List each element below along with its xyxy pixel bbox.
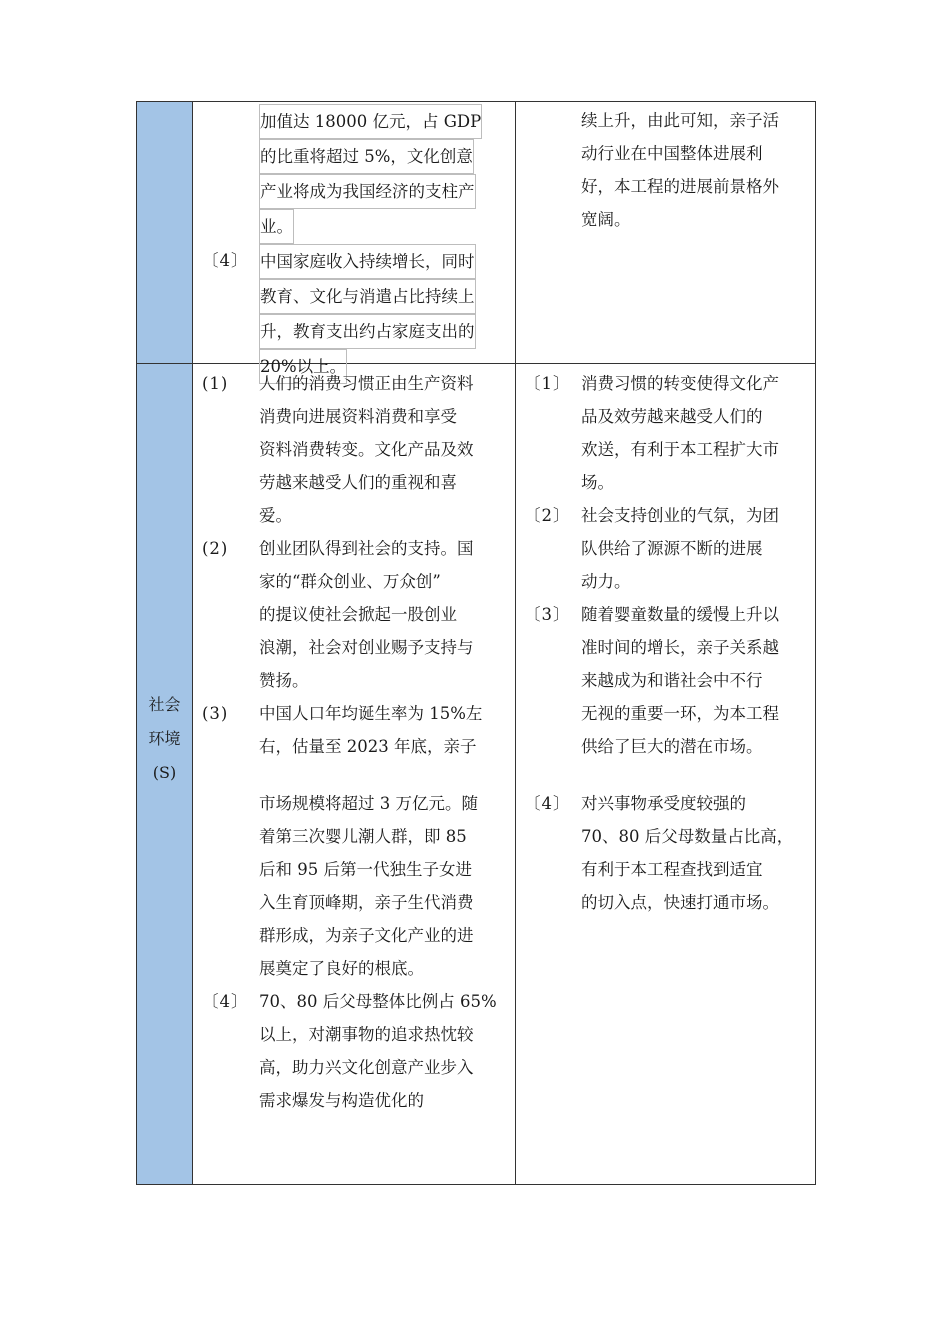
text-line xyxy=(581,631,814,664)
text-line-content: 宽阔。 xyxy=(581,210,631,229)
text-line-content: 对兴事物承受度较强的 xyxy=(581,794,746,813)
text-line-content: 业。 xyxy=(259,209,294,244)
text-line xyxy=(259,104,508,139)
spacer xyxy=(524,763,814,787)
text-line xyxy=(259,1084,508,1117)
item-number: 〔2〕 xyxy=(524,506,571,525)
item-text xyxy=(581,499,814,598)
text-line-content: 消费习惯的转变使得文化产 xyxy=(581,374,779,393)
text-line-content: 中国人口年均诞生率为 15%左 xyxy=(259,704,483,723)
label-line: (S) xyxy=(152,763,177,782)
list-item xyxy=(202,697,508,763)
text-line xyxy=(259,919,508,952)
text-line xyxy=(259,314,508,349)
text-line-content: 欢送，有利于本工程扩大市 xyxy=(581,440,779,459)
row2-label xyxy=(137,688,192,790)
list-item xyxy=(202,367,508,532)
item-text xyxy=(259,985,508,1117)
text-line xyxy=(581,104,814,137)
text-line-content: 社会支持创业的气氛，为团 xyxy=(581,506,779,525)
text-line xyxy=(259,886,508,919)
text-line-content: 动力。 xyxy=(581,572,631,591)
text-line xyxy=(581,565,814,598)
text-line xyxy=(581,170,814,203)
text-line-content: 人们的消费习惯正由生产资料 xyxy=(259,374,474,393)
text-line-content: 以上，对潮事物的追求热忱较 xyxy=(259,1025,474,1044)
text-line-content: 70、80 后父母整体比例占 65% xyxy=(259,992,497,1011)
text-line-content: 来越成为和谐社会中不行 xyxy=(581,671,763,690)
item-number: (3) xyxy=(202,704,229,723)
text-line xyxy=(259,1018,508,1051)
item-text xyxy=(259,532,508,697)
row2-right-cell xyxy=(524,367,814,919)
text-line-content: 有利于本工程查找到适宜 xyxy=(581,860,763,879)
text-line xyxy=(259,400,508,433)
analysis-table xyxy=(136,101,816,1185)
item-text xyxy=(581,787,814,919)
column-divider-1 xyxy=(192,102,193,1184)
text-line xyxy=(259,697,508,730)
text-line-content: 爱。 xyxy=(259,506,292,525)
text-line-content: 队供给了源源不断的进展 xyxy=(581,539,763,558)
text-line xyxy=(259,730,508,763)
text-line xyxy=(259,631,508,664)
text-line-content: 后和 95 后第一代独生子女进 xyxy=(259,860,472,879)
item-number: 〔3〕 xyxy=(524,605,571,624)
text-line-content: 供给了巨大的潜在市场。 xyxy=(581,737,763,756)
text-line-content: 准时间的增长，亲子关系越 xyxy=(581,638,779,657)
item-number: 〔1〕 xyxy=(524,374,571,393)
text-line-content: 入生育顶峰期，亲子生代消费 xyxy=(259,893,474,912)
text-line-content: 创业团队得到社会的支持。国 xyxy=(259,539,474,558)
text-line xyxy=(259,532,508,565)
list-item xyxy=(524,598,814,763)
text-line-content: 产业将成为我国经济的支柱产 xyxy=(259,174,476,209)
label-line: 社会 xyxy=(148,695,181,714)
text-line xyxy=(259,367,508,400)
text-line xyxy=(259,209,508,244)
text-line xyxy=(581,499,814,532)
text-line xyxy=(259,244,508,279)
item-number: 〔4〕 xyxy=(524,794,571,813)
text-line xyxy=(581,433,814,466)
text-line xyxy=(259,598,508,631)
item-text xyxy=(581,367,814,499)
row1-right-cell xyxy=(524,104,814,236)
column-divider-2 xyxy=(515,102,516,1184)
item-text xyxy=(259,244,508,384)
text-line xyxy=(259,139,508,174)
text-line xyxy=(259,985,508,1018)
text-line xyxy=(259,787,508,820)
text-line-content: 的比重将超过 5%，文化创意 xyxy=(259,139,474,174)
text-line-content: 赞扬。 xyxy=(259,671,309,690)
text-line-content: 资料消费转变。文化产品及效 xyxy=(259,440,474,459)
text-line xyxy=(259,174,508,209)
text-line-content: 需求爆发与构造优化的 xyxy=(259,1091,424,1110)
text-line-content: 动行业在中国整体进展利 xyxy=(581,144,763,163)
text-line-content: 的切入点，快速打通市场。 xyxy=(581,893,779,912)
text-line xyxy=(581,664,814,697)
text-line xyxy=(259,433,508,466)
text-line-content: 品及效劳越来越受人们的 xyxy=(581,407,763,426)
row2-left-cell xyxy=(202,367,508,1117)
text-line xyxy=(581,886,814,919)
text-line xyxy=(581,730,814,763)
text-line-content: 20%以上。 xyxy=(259,349,347,384)
text-line xyxy=(259,499,508,532)
text-line xyxy=(581,367,814,400)
text-line xyxy=(259,664,508,697)
item-number: (1) xyxy=(202,374,229,393)
text-line-content: 右，估量至 2023 年底，亲子 xyxy=(259,737,477,756)
text-line xyxy=(259,853,508,886)
list-item xyxy=(524,787,814,919)
text-line-content: 家的“群众创业、万众创” xyxy=(259,572,441,591)
item-number: 〔4〕 xyxy=(202,992,249,1011)
text-line xyxy=(259,820,508,853)
text-line xyxy=(581,203,814,236)
text-line xyxy=(581,532,814,565)
text-line-content: 续上升，由此可知，亲子活 xyxy=(581,111,779,130)
text-line-content: 随着婴童数量的缓慢上升以 xyxy=(581,605,779,624)
text-line xyxy=(581,137,814,170)
list-item xyxy=(202,787,508,985)
text-line xyxy=(259,466,508,499)
label-column-row1 xyxy=(137,102,192,363)
text-line-content: 着第三次婴儿潮人群，即 85 xyxy=(259,827,467,846)
text-line-content: 群形成，为亲子文化产业的进 xyxy=(259,926,474,945)
item-number: 〔4〕 xyxy=(202,251,249,270)
text-line-content: 无视的重要一环，为本工程 xyxy=(581,704,779,723)
list-item xyxy=(524,367,814,499)
row1-item-4 xyxy=(202,244,508,384)
text-line-content: 消费向进展资料消费和享受 xyxy=(259,407,457,426)
list-item xyxy=(202,532,508,697)
text-line xyxy=(259,952,508,985)
text-line-content: 劳越来越受人们的重视和喜 xyxy=(259,473,457,492)
item-text xyxy=(259,697,508,763)
text-line-content: 教育、文化与消遣占比持续上 xyxy=(259,279,476,314)
text-line xyxy=(581,598,814,631)
row1-continuation xyxy=(202,104,508,244)
list-item xyxy=(524,499,814,598)
item-text xyxy=(259,367,508,532)
text-line xyxy=(581,697,814,730)
text-line xyxy=(581,853,814,886)
row1-left-cell xyxy=(202,104,508,384)
text-line-content: 浪潮，社会对创业赐予支持与 xyxy=(259,638,474,657)
text-line-content: 场。 xyxy=(581,473,614,492)
text-line-content: 高，助力兴文化创意产业步入 xyxy=(259,1058,474,1077)
text-line-content: 升，教育支出约占家庭支出的 xyxy=(259,314,476,349)
text-line-content: 70、80 后父母数量占比高， xyxy=(581,827,794,846)
item-text xyxy=(259,787,508,985)
text-line-content: 展奠定了良好的根底。 xyxy=(259,959,424,978)
text-line xyxy=(259,565,508,598)
text-line-content: 加值达 18000 亿元，占 GDP xyxy=(259,104,482,139)
text-line-content: 好，本工程的进展前景格外 xyxy=(581,177,779,196)
text-line xyxy=(581,820,814,853)
text-line xyxy=(581,466,814,499)
item-text xyxy=(581,598,814,763)
text-line xyxy=(581,787,814,820)
spacer xyxy=(202,763,508,787)
text-line-content: 中国家庭收入持续增长，同时 xyxy=(259,244,476,279)
list-item xyxy=(202,985,508,1117)
text-line xyxy=(259,279,508,314)
row1-right-text xyxy=(524,104,814,236)
text-line xyxy=(581,400,814,433)
label-line: 环境 xyxy=(148,729,181,748)
item-number: (2) xyxy=(202,539,229,558)
text-line-content: 的提议使社会掀起一股创业 xyxy=(259,605,457,624)
text-line xyxy=(259,1051,508,1084)
text-line-content: 市场规模将超过 3 万亿元。随 xyxy=(259,794,478,813)
